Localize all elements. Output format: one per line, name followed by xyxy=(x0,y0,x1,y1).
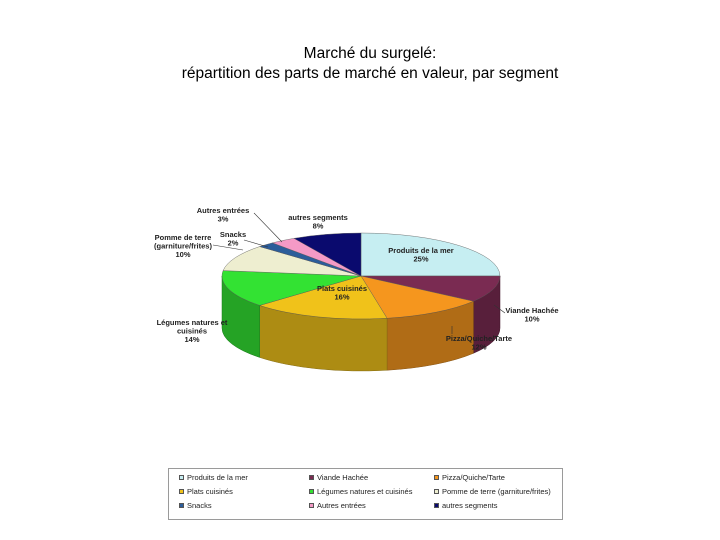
legend-swatch xyxy=(434,489,439,494)
legend-label: autres segments xyxy=(442,501,498,510)
chart-title-line1: Marché du surgelé: xyxy=(303,45,437,62)
slice-label-autres-segments: autres segments 8% xyxy=(288,213,348,231)
legend-label: Pizza/Quiche/Tarte xyxy=(442,473,505,482)
legend-label: Produits de la mer xyxy=(187,473,248,482)
legend-label: Légumes natures et cuisinés xyxy=(317,487,413,496)
legend-swatch xyxy=(309,503,314,508)
legend-label: Plats cuisinés xyxy=(187,487,233,496)
slice-label-l-gumes-natures-et-cuisin-s: Légumes natures et cuisinés 14% xyxy=(156,318,228,344)
slice-label-viande-hach-e: Viande Hachée 10% xyxy=(505,306,559,324)
slice-label-produits-de-la-mer: Produits de la mer 25% xyxy=(388,246,454,264)
legend-swatch xyxy=(434,503,439,508)
legend-item xyxy=(179,487,233,496)
leader-line xyxy=(244,240,268,247)
legend-item xyxy=(309,473,368,482)
chart-legend xyxy=(168,468,563,520)
legend-item xyxy=(179,473,248,482)
legend-label: Autres entrées xyxy=(317,501,366,510)
legend-item xyxy=(309,501,366,510)
legend-swatch xyxy=(179,503,184,508)
legend-swatch xyxy=(434,475,439,480)
slice-label-pizza-quiche-tarte: Pizza/Quiche/Tarte 12% xyxy=(445,334,513,352)
legend-item xyxy=(434,473,505,482)
legend-swatch xyxy=(179,489,184,494)
slice-label-autres-entr-es: Autres entrées 3% xyxy=(196,206,250,224)
legend-label: Viande Hachée xyxy=(317,473,369,482)
leader-line xyxy=(254,213,282,242)
legend-item xyxy=(179,501,212,510)
slice-label-pomme-de-terre-garniture-frites-: Pomme de terre (garniture/frites) 10% xyxy=(154,233,212,259)
legend-label: Snacks xyxy=(187,501,212,510)
legend-item xyxy=(309,487,412,496)
legend-item xyxy=(434,501,497,510)
legend-swatch xyxy=(309,489,314,494)
legend-swatch xyxy=(179,475,184,480)
legend-label: Pomme de terre (garniture/frites) xyxy=(442,487,551,496)
legend-item xyxy=(434,487,551,496)
chart-title-line2: répartition des parts de marché en valeur, par segment xyxy=(181,65,559,82)
slice-label-snacks: Snacks 2% xyxy=(219,230,247,248)
legend-swatch xyxy=(309,475,314,480)
slice-label-plats-cuisin-s: Plats cuisinés 16% xyxy=(316,284,368,302)
